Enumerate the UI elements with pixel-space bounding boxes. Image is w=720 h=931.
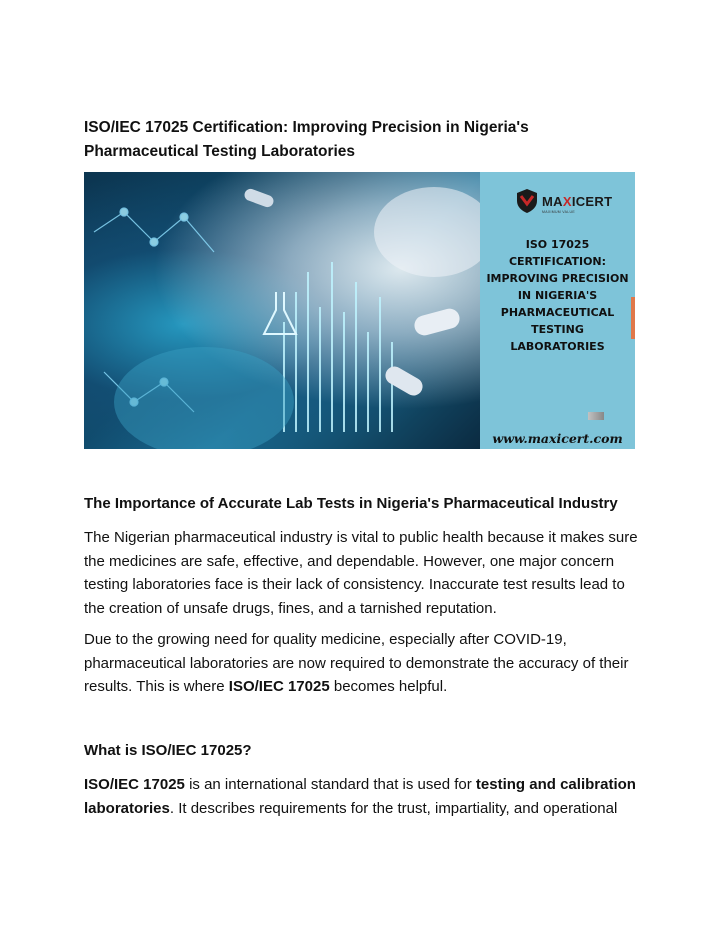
hero-image xyxy=(84,172,635,449)
bold-term: ISO/IEC 17025 xyxy=(84,776,185,793)
text-run: is an international standard that is used for xyxy=(184,776,476,793)
banner-headline xyxy=(480,236,635,355)
banner-line: ISO 17025 xyxy=(525,238,590,251)
section-heading-importance: The Importance of Accurate Lab Tests in Nigeria's Pharmaceutical Industry xyxy=(84,495,618,512)
banner-url: www.maxicert.com xyxy=(492,431,623,446)
text-run: Due to the growing need for quality medicine, especially after COVID-19, pharmaceutical laboratories are now required to demonstrate the accuracy of their results. This is where xyxy=(84,631,629,695)
banner-panel xyxy=(480,172,635,449)
banner-line: TESTING xyxy=(531,323,584,336)
banner-line: LABORATORIES xyxy=(510,340,605,353)
banner-line: CERTIFICATION: xyxy=(508,255,607,268)
lab-photo xyxy=(84,172,480,449)
banner-line: IMPROVING PRECISION xyxy=(486,272,629,285)
accent-bar xyxy=(631,297,635,339)
document-title: ISO/IEC 17025 Certification: Improving Precision in Nigeria's Pharmaceutical Testing Laboratories xyxy=(84,119,529,160)
lab-illustration xyxy=(84,172,480,449)
paragraph-covid xyxy=(84,628,644,699)
logo-tagline: MAXIMUM VALUE xyxy=(542,210,576,214)
shield-icon xyxy=(516,188,538,214)
text-run: becomes helpful. xyxy=(329,678,448,695)
paragraph-importance: The Nigerian pharmaceutical industry is vital to public health because it makes sure the medicines are safe, effective, and dependable. However, one major concern testing laboratories face is their lack of consistency. Inaccurate test results lead to the creation of unsafe drugs, fines, and a tarnished reputation. xyxy=(84,529,638,617)
decorative-block xyxy=(588,412,604,420)
bold-term: testing and calibration laboratories xyxy=(84,776,636,817)
section-heading-what-is: What is ISO/IEC 17025? xyxy=(84,742,252,759)
banner-line: IN NIGERIA'S xyxy=(517,289,598,302)
text-run: . It describes requirements for the trust, impartiality, and operational xyxy=(169,799,618,817)
logo-text: MAXICERT xyxy=(542,193,613,209)
bold-term: ISO/IEC 17025 xyxy=(228,678,330,695)
banner-line: PHARMACEUTICAL xyxy=(500,306,615,319)
paragraph-what-is xyxy=(84,773,644,820)
